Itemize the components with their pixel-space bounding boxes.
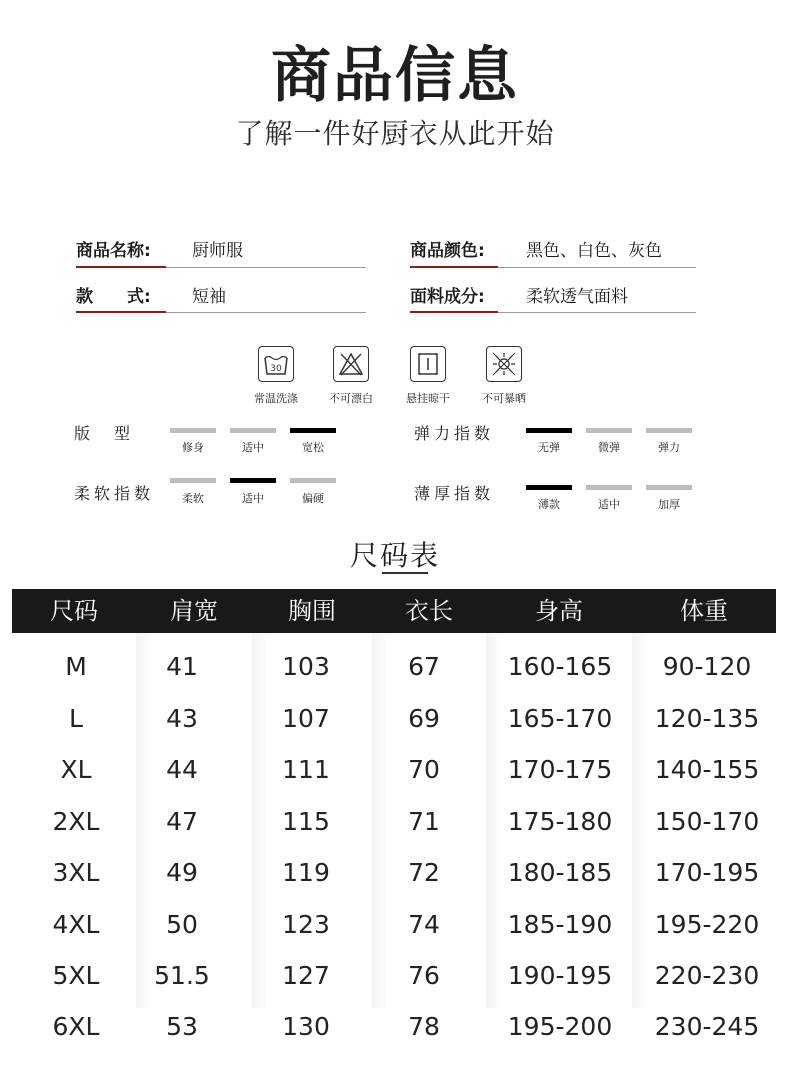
- cell-chest: 119: [282, 858, 330, 887]
- scale-option-label: 宽松: [302, 441, 324, 454]
- cell-chest: 123: [282, 910, 330, 939]
- accent-underline: [410, 311, 498, 313]
- accent-underline: [410, 266, 498, 268]
- cell-length: 69: [408, 704, 440, 733]
- page-subtitle: 了解一件好厨衣从此开始: [235, 117, 555, 150]
- cell-length: 70: [408, 755, 440, 784]
- cell-chest: 115: [282, 807, 330, 836]
- cell-weight: 230-245: [654, 1012, 760, 1041]
- cell-shoulder: 50: [166, 910, 198, 939]
- scale-bar: [586, 428, 632, 433]
- col-header-size: 尺码: [50, 597, 98, 625]
- svg-text:30: 30: [270, 364, 282, 374]
- cell-shoulder: 44: [166, 755, 198, 784]
- cell-weight: 140-155: [654, 755, 760, 784]
- scale-option-label: 弹力: [658, 441, 680, 454]
- scale-option-label: 无弹: [538, 441, 560, 454]
- cell-size: 5XL: [52, 961, 100, 990]
- scale-title-fit: 版 型: [74, 424, 135, 443]
- scale-option-label: 偏硬: [302, 492, 324, 505]
- cell-shoulder: 51.5: [154, 961, 210, 990]
- scale-title-thickness: 薄厚指数: [414, 484, 495, 503]
- accent-underline: [76, 266, 166, 268]
- cell-length: 76: [408, 961, 440, 990]
- cell-shoulder: 49: [166, 858, 198, 887]
- cell-size: 2XL: [52, 807, 100, 836]
- product-name-label: 商品名称:: [76, 241, 151, 261]
- col-header-weight: 体重: [680, 597, 728, 625]
- scale-bar: [646, 485, 692, 490]
- cell-chest: 111: [282, 755, 330, 784]
- scale-option-label: 适中: [242, 492, 264, 505]
- cell-height: 160-165: [507, 652, 613, 681]
- accent-underline: [76, 311, 166, 313]
- size-chart-title: 尺码表: [349, 539, 440, 572]
- cell-chest: 127: [282, 961, 330, 990]
- cell-weight: 90-120: [662, 652, 752, 681]
- page-title: 商品信息: [271, 41, 519, 111]
- cell-length: 72: [408, 858, 440, 887]
- style-value: 短袖: [192, 287, 226, 307]
- care-label: 不可漂白: [329, 392, 373, 405]
- cell-height: 180-185: [507, 858, 613, 887]
- cell-size: 4XL: [52, 910, 100, 939]
- scale-option-label: 柔软: [182, 492, 204, 505]
- scale-option-label: 适中: [598, 498, 620, 511]
- scale-option-label: 修身: [182, 441, 204, 454]
- scale-bar: [230, 478, 276, 483]
- scale-bar: [526, 428, 572, 433]
- cell-height: 190-195: [507, 961, 613, 990]
- cell-shoulder: 53: [166, 1012, 198, 1041]
- scale-bar: [646, 428, 692, 433]
- cell-length: 71: [408, 807, 440, 836]
- scale-bar: [170, 478, 216, 483]
- cell-size: XL: [60, 755, 92, 784]
- scale-bar: [290, 478, 336, 483]
- size-table-header: [12, 589, 776, 633]
- cell-height: 175-180: [507, 807, 613, 836]
- cell-size: M: [65, 652, 87, 681]
- care-label: 常温洗涤: [254, 392, 298, 405]
- cell-chest: 130: [282, 1012, 330, 1041]
- cell-height: 170-175: [507, 755, 613, 784]
- wash-30-icon: [258, 346, 294, 382]
- product-name-value: 厨师服: [192, 241, 243, 261]
- scale-title-softness: 柔软指数: [74, 484, 155, 503]
- product-color-value: 黑色、白色、灰色: [526, 241, 662, 261]
- no-sun-icon: [486, 346, 522, 382]
- scale-bar: [586, 485, 632, 490]
- col-header-chest: 胸围: [288, 597, 336, 625]
- scale-option-label: 适中: [242, 441, 264, 454]
- cell-height: 185-190: [507, 910, 613, 939]
- fabric-label: 面料成分:: [410, 287, 485, 307]
- care-label: 不可暴晒: [482, 392, 526, 405]
- cell-size: L: [69, 704, 83, 733]
- no-bleach-icon: [333, 346, 369, 382]
- cell-length: 78: [408, 1012, 440, 1041]
- cell-height: 195-200: [507, 1012, 613, 1041]
- cell-length: 74: [408, 910, 440, 939]
- cell-weight: 220-230: [654, 961, 760, 990]
- cell-shoulder: 43: [166, 704, 198, 733]
- scale-bar: [290, 428, 336, 433]
- cell-weight: 120-135: [654, 704, 760, 733]
- cell-size: 3XL: [52, 858, 100, 887]
- cell-shoulder: 41: [166, 652, 198, 681]
- fabric-value: 柔软透气面料: [526, 287, 628, 307]
- scale-bar: [230, 428, 276, 433]
- cell-weight: 150-170: [654, 807, 760, 836]
- cell-height: 165-170: [507, 704, 613, 733]
- scale-option-label: 加厚: [658, 498, 680, 511]
- care-label: 悬挂晾干: [406, 392, 450, 405]
- scale-title-elasticity: 弹力指数: [414, 424, 495, 443]
- cell-chest: 107: [282, 704, 330, 733]
- scale-bar: [526, 485, 572, 490]
- product-color-label: 商品颜色:: [410, 241, 485, 261]
- size-chart-underline: [382, 572, 428, 574]
- cell-shoulder: 47: [166, 807, 198, 836]
- col-header-height: 身高: [535, 597, 583, 625]
- col-header-length: 衣长: [405, 597, 453, 625]
- scale-bar: [170, 428, 216, 433]
- style-label: 款 式:: [76, 287, 151, 307]
- cell-length: 67: [408, 652, 440, 681]
- cell-weight: 170-195: [654, 858, 760, 887]
- col-header-shoulder: 肩宽: [170, 597, 218, 625]
- cell-weight: 195-220: [654, 910, 760, 939]
- scale-option-label: 薄款: [538, 498, 560, 511]
- cell-size: 6XL: [52, 1012, 100, 1041]
- hang-dry-icon: [410, 346, 446, 382]
- cell-chest: 103: [282, 652, 330, 681]
- scale-option-label: 微弹: [598, 441, 620, 454]
